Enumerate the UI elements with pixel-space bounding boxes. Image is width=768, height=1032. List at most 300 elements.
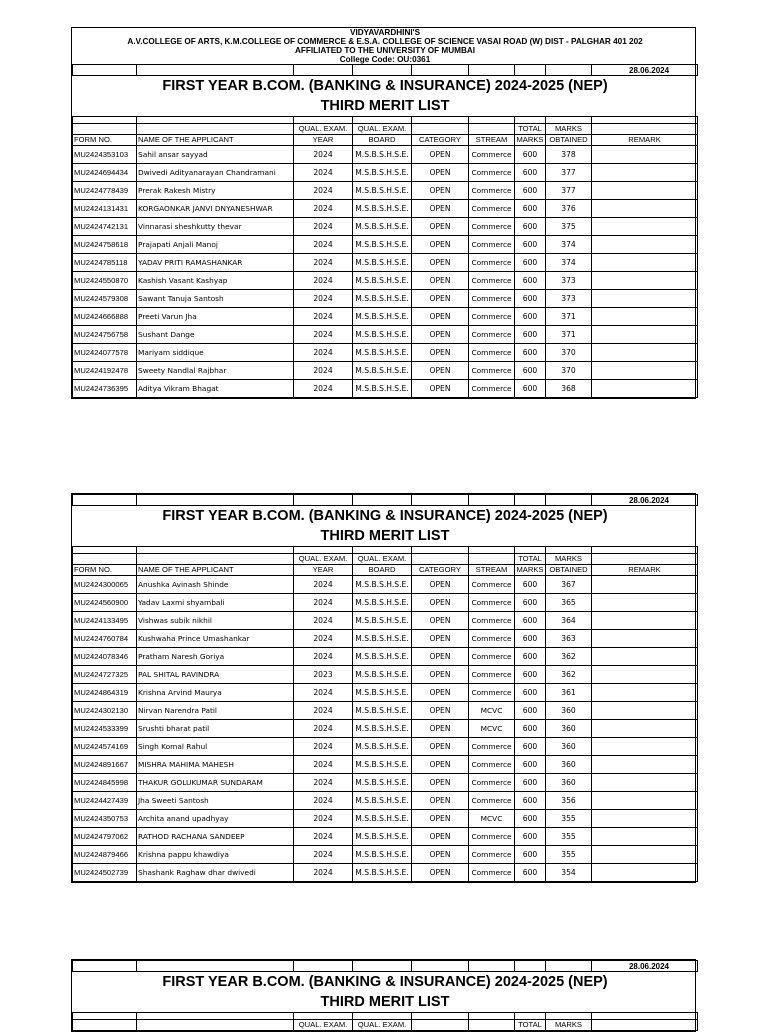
cell-qual-board: M.S.B.S.H.S.E. xyxy=(353,182,412,200)
cell-applicant-name: YADAV PRITI RAMASHANKAR xyxy=(137,254,294,272)
cell-qual-year: 2024 xyxy=(294,720,353,738)
cell-qual-board: M.S.B.S.H.S.E. xyxy=(353,164,412,182)
merit-table xyxy=(72,960,698,1031)
cell-qual-year: 2024 xyxy=(294,576,353,594)
cell-stream: Commerce xyxy=(469,164,515,182)
col-category: CATEGORY xyxy=(412,135,469,146)
cell-qual-board: M.S.B.S.H.S.E. xyxy=(353,810,412,828)
cell-category: OPEN xyxy=(412,684,469,702)
cell-applicant-name: Shashank Raghaw dhar dwivedi xyxy=(137,864,294,882)
cell-category: OPEN xyxy=(412,182,469,200)
cell-total-marks: 600 xyxy=(515,236,546,254)
cell-total-marks: 600 xyxy=(515,594,546,612)
table-row xyxy=(73,648,698,666)
cell-category: OPEN xyxy=(412,594,469,612)
cell-applicant-name: Yadav Laxmi shyambali xyxy=(137,594,294,612)
cell-category: OPEN xyxy=(412,344,469,362)
cell-category: OPEN xyxy=(412,380,469,398)
cell-qual-year: 2024 xyxy=(294,254,353,272)
cell-marks-obtained: 362 xyxy=(546,666,592,684)
cell-qual-board: M.S.B.S.H.S.E. xyxy=(353,702,412,720)
cell-applicant-name: Prajapati Anjali Manoj xyxy=(137,236,294,254)
col-obtained: OBTAINED xyxy=(546,135,592,146)
cell-form-no: MU2424133495 xyxy=(73,612,137,630)
cell-total-marks: 600 xyxy=(515,702,546,720)
cell-applicant-name: Sweety Nandlal Rajbhar xyxy=(137,362,294,380)
cell-form-no: MU2424131431 xyxy=(73,200,137,218)
cell-stream: Commerce xyxy=(469,738,515,756)
cell-remark xyxy=(592,828,698,846)
col-obtained-top: MARKS xyxy=(546,554,592,565)
cell-total-marks: 600 xyxy=(515,612,546,630)
col-name: NAME OF THE APPLICANT xyxy=(137,565,294,576)
table-row xyxy=(73,720,698,738)
cell-category: OPEN xyxy=(412,702,469,720)
cell-marks-obtained: 356 xyxy=(546,792,592,810)
cell-applicant-name: Srushti bharat patil xyxy=(137,720,294,738)
cell-qual-board: M.S.B.S.H.S.E. xyxy=(353,792,412,810)
cell-remark xyxy=(592,254,698,272)
cell-remark xyxy=(592,576,698,594)
cell-stream: Commerce xyxy=(469,684,515,702)
cell-stream: Commerce xyxy=(469,308,515,326)
cell-stream: Commerce xyxy=(469,666,515,684)
cell-form-no: MU2424353103 xyxy=(73,146,137,164)
col-total-top: TOTAL xyxy=(515,554,546,565)
col-total: MARKS xyxy=(516,565,544,574)
col-form-no: FORM NO. xyxy=(73,135,137,146)
cell-applicant-name: PAL SHITAL RAVINDRA xyxy=(137,666,294,684)
cell-applicant-name: Archita anand upadhyay xyxy=(137,810,294,828)
cell-applicant-name: Sawant Tanuja Santosh xyxy=(137,290,294,308)
cell-category: OPEN xyxy=(412,164,469,182)
cell-qual-year: 2024 xyxy=(294,146,353,164)
cell-marks-obtained: 377 xyxy=(546,182,592,200)
cell-remark xyxy=(592,272,698,290)
table-row xyxy=(73,828,698,846)
cell-qual-board: M.S.B.S.H.S.E. xyxy=(353,326,412,344)
col-total-top: TOTAL xyxy=(515,1020,546,1031)
cell-remark xyxy=(592,702,698,720)
col-qual-year-top: QUAL. EXAM. xyxy=(294,124,353,135)
cell-marks-obtained: 362 xyxy=(546,648,592,666)
table-row xyxy=(73,218,698,236)
cell-qual-board: M.S.B.S.H.S.E. xyxy=(353,576,412,594)
cell-qual-board: M.S.B.S.H.S.E. xyxy=(353,146,412,164)
cell-total-marks: 600 xyxy=(515,254,546,272)
cell-marks-obtained: 371 xyxy=(546,308,592,326)
cell-total-marks: 600 xyxy=(515,756,546,774)
cell-marks-obtained: 364 xyxy=(546,612,592,630)
col-remark: REMARK xyxy=(592,565,698,576)
cell-qual-board: M.S.B.S.H.S.E. xyxy=(353,630,412,648)
col-qual-board-top: QUAL. EXAM. xyxy=(353,124,412,135)
col-remark: REMARK xyxy=(592,135,698,146)
cell-category: OPEN xyxy=(412,200,469,218)
cell-qual-board: M.S.B.S.H.S.E. xyxy=(353,666,412,684)
cell-marks-obtained: 355 xyxy=(546,846,592,864)
col-stream: STREAM xyxy=(469,565,515,576)
cell-remark xyxy=(592,308,698,326)
cell-category: OPEN xyxy=(412,864,469,882)
table-row xyxy=(73,200,698,218)
cell-marks-obtained: 370 xyxy=(546,344,592,362)
col-obtained-top: MARKS xyxy=(546,1020,592,1031)
cell-qual-year: 2024 xyxy=(294,630,353,648)
cell-remark xyxy=(592,846,698,864)
merit-table xyxy=(72,28,698,398)
cell-stream: Commerce xyxy=(469,326,515,344)
cell-marks-obtained: 371 xyxy=(546,326,592,344)
col-qual-board: BOARD xyxy=(353,565,412,576)
cell-applicant-name: KORGAONKAR JANVI DNYANESHWAR xyxy=(137,200,294,218)
cell-qual-board: M.S.B.S.H.S.E. xyxy=(353,272,412,290)
cell-total-marks: 600 xyxy=(515,362,546,380)
col-total-top: TOTAL xyxy=(515,124,546,135)
cell-total-marks: 600 xyxy=(515,344,546,362)
cell-remark xyxy=(592,380,698,398)
cell-marks-obtained: 360 xyxy=(546,738,592,756)
cell-remark xyxy=(592,164,698,182)
table-row xyxy=(73,146,698,164)
cell-qual-year: 2023 xyxy=(294,666,353,684)
cell-category: OPEN xyxy=(412,290,469,308)
cell-qual-board: M.S.B.S.H.S.E. xyxy=(353,828,412,846)
table-row xyxy=(73,684,698,702)
cell-total-marks: 600 xyxy=(515,864,546,882)
cell-remark xyxy=(592,200,698,218)
cell-form-no: MU2424742131 xyxy=(73,218,137,236)
cell-applicant-name: Preeti Varun Jha xyxy=(137,308,294,326)
cell-total-marks: 600 xyxy=(515,648,546,666)
cell-total-marks: 600 xyxy=(515,792,546,810)
table-row xyxy=(73,236,698,254)
col-qual-year: YEAR xyxy=(294,565,353,576)
cell-remark xyxy=(592,362,698,380)
cell-applicant-name: Sushant Dange xyxy=(137,326,294,344)
merit-list-sheet-3 xyxy=(71,959,696,1032)
cell-stream: Commerce xyxy=(469,236,515,254)
cell-qual-board: M.S.B.S.H.S.E. xyxy=(353,344,412,362)
cell-qual-year: 2024 xyxy=(294,810,353,828)
cell-category: OPEN xyxy=(412,738,469,756)
cell-qual-board: M.S.B.S.H.S.E. xyxy=(353,254,412,272)
cell-stream: Commerce xyxy=(469,828,515,846)
cell-remark xyxy=(592,182,698,200)
college-code: College Code: OU:0361 xyxy=(339,55,431,64)
cell-marks-obtained: 363 xyxy=(546,630,592,648)
col-qual-year: YEAR xyxy=(294,135,353,146)
table-row xyxy=(73,254,698,272)
cell-form-no: MU2424760784 xyxy=(73,630,137,648)
list1-rows xyxy=(73,146,698,398)
cell-qual-board: M.S.B.S.H.S.E. xyxy=(353,648,412,666)
table-row xyxy=(73,576,698,594)
list-date: 28.06.2024 xyxy=(592,495,698,506)
list-subtitle: THIRD MERIT LIST xyxy=(320,994,450,1010)
cell-total-marks: 600 xyxy=(515,326,546,344)
cell-qual-year: 2024 xyxy=(294,864,353,882)
cell-form-no: MU2424727325 xyxy=(73,666,137,684)
list2-rows xyxy=(73,576,698,882)
cell-remark xyxy=(592,756,698,774)
cell-stream: Commerce xyxy=(469,254,515,272)
cell-form-no: MU2424300065 xyxy=(73,576,137,594)
cell-category: OPEN xyxy=(412,576,469,594)
cell-stream: Commerce xyxy=(469,290,515,308)
cell-qual-year: 2024 xyxy=(294,344,353,362)
cell-category: OPEN xyxy=(412,362,469,380)
cell-qual-year: 2024 xyxy=(294,182,353,200)
cell-qual-year: 2024 xyxy=(294,846,353,864)
cell-total-marks: 600 xyxy=(515,774,546,792)
col-name: NAME OF THE APPLICANT xyxy=(137,135,294,146)
cell-marks-obtained: 354 xyxy=(546,864,592,882)
cell-form-no: MU2424350753 xyxy=(73,810,137,828)
cell-form-no: MU2424302130 xyxy=(73,702,137,720)
merit-list-sheet-2 xyxy=(71,493,696,883)
cell-remark xyxy=(592,810,698,828)
cell-category: OPEN xyxy=(412,612,469,630)
cell-marks-obtained: 373 xyxy=(546,290,592,308)
cell-marks-obtained: 373 xyxy=(546,272,592,290)
cell-stream: Commerce xyxy=(469,630,515,648)
cell-qual-board: M.S.B.S.H.S.E. xyxy=(353,594,412,612)
cell-form-no: MU2424797062 xyxy=(73,828,137,846)
table-row xyxy=(73,792,698,810)
cell-marks-obtained: 378 xyxy=(546,146,592,164)
cell-total-marks: 600 xyxy=(515,380,546,398)
cell-applicant-name: MISHRA MAHIMA MAHESH xyxy=(137,756,294,774)
cell-remark xyxy=(592,864,698,882)
table-row xyxy=(73,594,698,612)
cell-stream: Commerce xyxy=(469,272,515,290)
cell-form-no: MU2424192478 xyxy=(73,362,137,380)
cell-qual-year: 2024 xyxy=(294,272,353,290)
cell-qual-year: 2024 xyxy=(294,594,353,612)
cell-qual-year: 2024 xyxy=(294,792,353,810)
cell-total-marks: 600 xyxy=(515,828,546,846)
cell-qual-year: 2024 xyxy=(294,308,353,326)
col-qual-board-top: QUAL. EXAM. xyxy=(353,1020,412,1031)
cell-marks-obtained: 374 xyxy=(546,254,592,272)
cell-form-no: MU2424077578 xyxy=(73,344,137,362)
cell-applicant-name: Vishwas subik nikhil xyxy=(137,612,294,630)
cell-marks-obtained: 361 xyxy=(546,684,592,702)
cell-category: OPEN xyxy=(412,218,469,236)
cell-total-marks: 600 xyxy=(515,308,546,326)
cell-total-marks: 600 xyxy=(515,810,546,828)
cell-stream: Commerce xyxy=(469,612,515,630)
col-qual-year-top: QUAL. EXAM. xyxy=(294,554,353,565)
cell-form-no: MU2424879466 xyxy=(73,846,137,864)
table-row xyxy=(73,630,698,648)
cell-qual-board: M.S.B.S.H.S.E. xyxy=(353,236,412,254)
cell-category: OPEN xyxy=(412,720,469,738)
cell-total-marks: 600 xyxy=(515,684,546,702)
cell-applicant-name: Prerak Rakesh Mistry xyxy=(137,182,294,200)
cell-qual-board: M.S.B.S.H.S.E. xyxy=(353,290,412,308)
cell-form-no: MU2424864319 xyxy=(73,684,137,702)
cell-applicant-name: Kashish Vasant Kashyap xyxy=(137,272,294,290)
cell-qual-year: 2024 xyxy=(294,236,353,254)
cell-total-marks: 600 xyxy=(515,164,546,182)
cell-qual-year: 2024 xyxy=(294,702,353,720)
cell-qual-board: M.S.B.S.H.S.E. xyxy=(353,774,412,792)
col-qual-year-top: QUAL. EXAM. xyxy=(294,1020,353,1031)
cell-qual-year: 2024 xyxy=(294,200,353,218)
cell-stream: MCVC xyxy=(469,720,515,738)
cell-form-no: MU2424427439 xyxy=(73,792,137,810)
merit-list-sheet-1 xyxy=(71,27,696,399)
cell-category: OPEN xyxy=(412,774,469,792)
list-date: 28.06.2024 xyxy=(592,961,698,972)
table-row xyxy=(73,756,698,774)
cell-marks-obtained: 365 xyxy=(546,594,592,612)
cell-applicant-name: Dwivedi Adityanarayan Chandramani xyxy=(137,164,294,182)
cell-qual-year: 2024 xyxy=(294,326,353,344)
cell-marks-obtained: 368 xyxy=(546,380,592,398)
cell-remark xyxy=(592,290,698,308)
col-obtained: OBTAINED xyxy=(546,565,592,576)
cell-category: OPEN xyxy=(412,146,469,164)
col-stream: STREAM xyxy=(469,135,515,146)
cell-form-no: MU2424891667 xyxy=(73,756,137,774)
cell-qual-year: 2024 xyxy=(294,218,353,236)
cell-form-no: MU2424758618 xyxy=(73,236,137,254)
cell-total-marks: 600 xyxy=(515,200,546,218)
cell-category: OPEN xyxy=(412,792,469,810)
cell-applicant-name: Anushka Avinash Shinde xyxy=(137,576,294,594)
table-row xyxy=(73,164,698,182)
cell-stream: Commerce xyxy=(469,146,515,164)
cell-total-marks: 600 xyxy=(515,846,546,864)
college-name: A.V.COLLEGE OF ARTS, K.M.COLLEGE OF COMMERCE & E.S.A. COLLEGE OF SCIENCE VASAI ROAD (W) DIST - PALGHAR 401 202 xyxy=(127,37,643,46)
cell-category: OPEN xyxy=(412,666,469,684)
cell-qual-board: M.S.B.S.H.S.E. xyxy=(353,846,412,864)
table-row xyxy=(73,864,698,882)
cell-stream: Commerce xyxy=(469,576,515,594)
cell-qual-board: M.S.B.S.H.S.E. xyxy=(353,308,412,326)
affiliation: AFFILIATED TO THE UNIVERSITY OF MUMBAI xyxy=(294,46,476,55)
cell-applicant-name: Kushwaha Prince Umashankar xyxy=(137,630,294,648)
cell-stream: Commerce xyxy=(469,864,515,882)
cell-total-marks: 600 xyxy=(515,272,546,290)
cell-form-no: MU2424845998 xyxy=(73,774,137,792)
cell-remark xyxy=(592,594,698,612)
cell-form-no: MU2424550870 xyxy=(73,272,137,290)
cell-stream: Commerce xyxy=(469,380,515,398)
cell-applicant-name: Pratham Naresh Goriya xyxy=(137,648,294,666)
cell-stream: Commerce xyxy=(469,648,515,666)
cell-stream: Commerce xyxy=(469,846,515,864)
cell-total-marks: 600 xyxy=(515,630,546,648)
col-total: MARKS xyxy=(516,135,544,144)
cell-marks-obtained: 360 xyxy=(546,756,592,774)
table-row xyxy=(73,326,698,344)
cell-category: OPEN xyxy=(412,648,469,666)
cell-category: OPEN xyxy=(412,326,469,344)
cell-qual-board: M.S.B.S.H.S.E. xyxy=(353,200,412,218)
cell-remark xyxy=(592,218,698,236)
cell-category: OPEN xyxy=(412,828,469,846)
cell-applicant-name: Vinnarasi sheshkutty thevar xyxy=(137,218,294,236)
table-row xyxy=(73,308,698,326)
cell-category: OPEN xyxy=(412,756,469,774)
cell-marks-obtained: 370 xyxy=(546,362,592,380)
cell-total-marks: 600 xyxy=(515,576,546,594)
cell-applicant-name: Aditya Vikram Bhagat xyxy=(137,380,294,398)
cell-remark xyxy=(592,792,698,810)
cell-total-marks: 600 xyxy=(515,290,546,308)
cell-form-no: MU2424560900 xyxy=(73,594,137,612)
cell-category: OPEN xyxy=(412,272,469,290)
cell-qual-year: 2024 xyxy=(294,738,353,756)
merit-table xyxy=(72,494,698,882)
cell-total-marks: 600 xyxy=(515,218,546,236)
cell-category: OPEN xyxy=(412,630,469,648)
cell-form-no: MU2424579308 xyxy=(73,290,137,308)
cell-stream: MCVC xyxy=(469,810,515,828)
cell-remark xyxy=(592,326,698,344)
cell-stream: Commerce xyxy=(469,594,515,612)
table-row xyxy=(73,846,698,864)
list-title: FIRST YEAR B.COM. (BANKING & INSURANCE) 2024-2025 (NEP) xyxy=(162,78,608,94)
cell-stream: MCVC xyxy=(469,702,515,720)
col-obtained-top: MARKS xyxy=(546,124,592,135)
cell-qual-board: M.S.B.S.H.S.E. xyxy=(353,720,412,738)
cell-applicant-name: Jha Sweeti Santosh xyxy=(137,792,294,810)
cell-remark xyxy=(592,684,698,702)
list-subtitle: THIRD MERIT LIST xyxy=(320,528,450,544)
cell-stream: Commerce xyxy=(469,756,515,774)
cell-category: OPEN xyxy=(412,236,469,254)
table-row xyxy=(73,702,698,720)
cell-qual-year: 2024 xyxy=(294,648,353,666)
cell-category: OPEN xyxy=(412,846,469,864)
table-row xyxy=(73,738,698,756)
cell-qual-year: 2024 xyxy=(294,380,353,398)
cell-form-no: MU2424574169 xyxy=(73,738,137,756)
cell-remark xyxy=(592,236,698,254)
cell-qual-board: M.S.B.S.H.S.E. xyxy=(353,218,412,236)
table-row xyxy=(73,290,698,308)
cell-qual-year: 2024 xyxy=(294,774,353,792)
table-row xyxy=(73,612,698,630)
col-qual-board-top: QUAL. EXAM. xyxy=(353,554,412,565)
cell-stream: Commerce xyxy=(469,362,515,380)
cell-applicant-name: Singh Komal Rahul xyxy=(137,738,294,756)
cell-remark xyxy=(592,774,698,792)
cell-marks-obtained: 367 xyxy=(546,576,592,594)
cell-category: OPEN xyxy=(412,308,469,326)
table-row xyxy=(73,182,698,200)
cell-form-no: MU2424756758 xyxy=(73,326,137,344)
cell-applicant-name: Krishna pappu khawdiya xyxy=(137,846,294,864)
cell-remark xyxy=(592,344,698,362)
table-row xyxy=(73,666,698,684)
cell-form-no: MU2424736395 xyxy=(73,380,137,398)
cell-remark xyxy=(592,648,698,666)
cell-total-marks: 600 xyxy=(515,182,546,200)
cell-qual-year: 2024 xyxy=(294,684,353,702)
table-row xyxy=(73,810,698,828)
cell-form-no: MU2424666888 xyxy=(73,308,137,326)
list-subtitle: THIRD MERIT LIST xyxy=(320,98,450,114)
cell-stream: Commerce xyxy=(469,200,515,218)
cell-qual-year: 2024 xyxy=(294,612,353,630)
cell-marks-obtained: 375 xyxy=(546,218,592,236)
